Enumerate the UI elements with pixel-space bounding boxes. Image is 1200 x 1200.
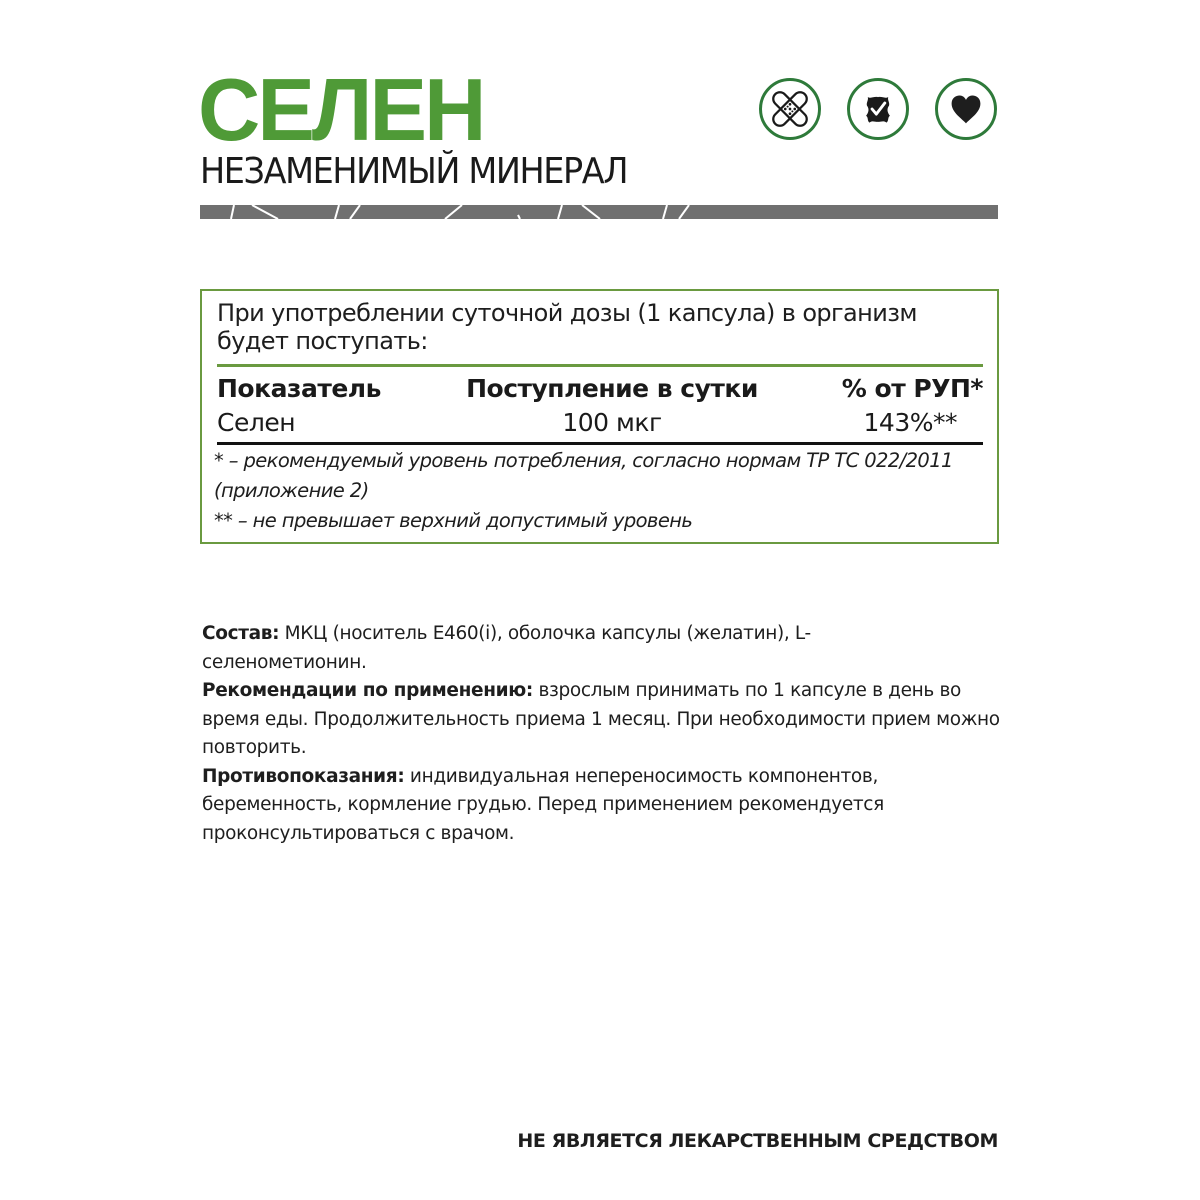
feature-icons [759,78,997,140]
product-subtitle: НЕЗАМЕНИМЫЙ МИНЕРАЛ [200,151,628,192]
product-title: СЕЛЕН [198,60,484,159]
footnote-rup: * – рекомендуемый уровень потребления, согласно нормам ТР ТС 022/2011 (приложение 2) [214,449,953,502]
composition-paragraph [202,620,882,677]
product-details [202,620,1012,848]
contraindications-paragraph [202,763,972,849]
daily-dose-box [200,289,999,544]
composition-label: Состав: [202,623,280,644]
footnote-upper-limit: ** – не превышает верхний допустимый уровень [214,509,693,532]
heart-icon [935,78,997,140]
usage-paragraph [202,677,1002,763]
composition-text: МКЦ (носитель Е460(i), оболочка капсулы (желатин), L-селенометионин. [202,623,811,673]
row-rup-percent: 143%** [863,408,957,437]
contraindications-text: индивидуальная непереносимость компонентов, беременность, кормление грудью. Перед применением рекомендуется проконсультироваться с врачом. [202,765,884,844]
usage-text: взрослым принимать по 1 капсуле в день во время еды. Продолжительность приема 1 месяц. При необходимости прием можно повторить. [202,680,1000,758]
usage-label: Рекомендации по применению: [202,680,533,701]
not-a-medicine-disclaimer: НЕ ЯВЛЯЕТСЯ ЛЕКАРСТВЕННЫМ СРЕДСТВОМ [517,1130,998,1152]
table-bottom-divider [217,442,983,445]
table-top-divider [217,364,983,367]
header-indicator: Показатель [217,374,381,403]
dose-intro: При употреблении суточной дозы (1 капсула) в организм будет поступать: [217,299,917,355]
row-indicator: Селен [217,408,296,437]
bandage-icon [759,78,821,140]
header-daily-intake: Поступление в сутки [466,374,758,403]
contraindications-label: Противопоказания: [202,765,405,787]
leather-check-icon [847,78,909,140]
header-rup-percent: % от РУП* [841,374,983,403]
row-daily-intake: 100 мкг [562,408,662,437]
decorative-stripe [200,205,998,219]
